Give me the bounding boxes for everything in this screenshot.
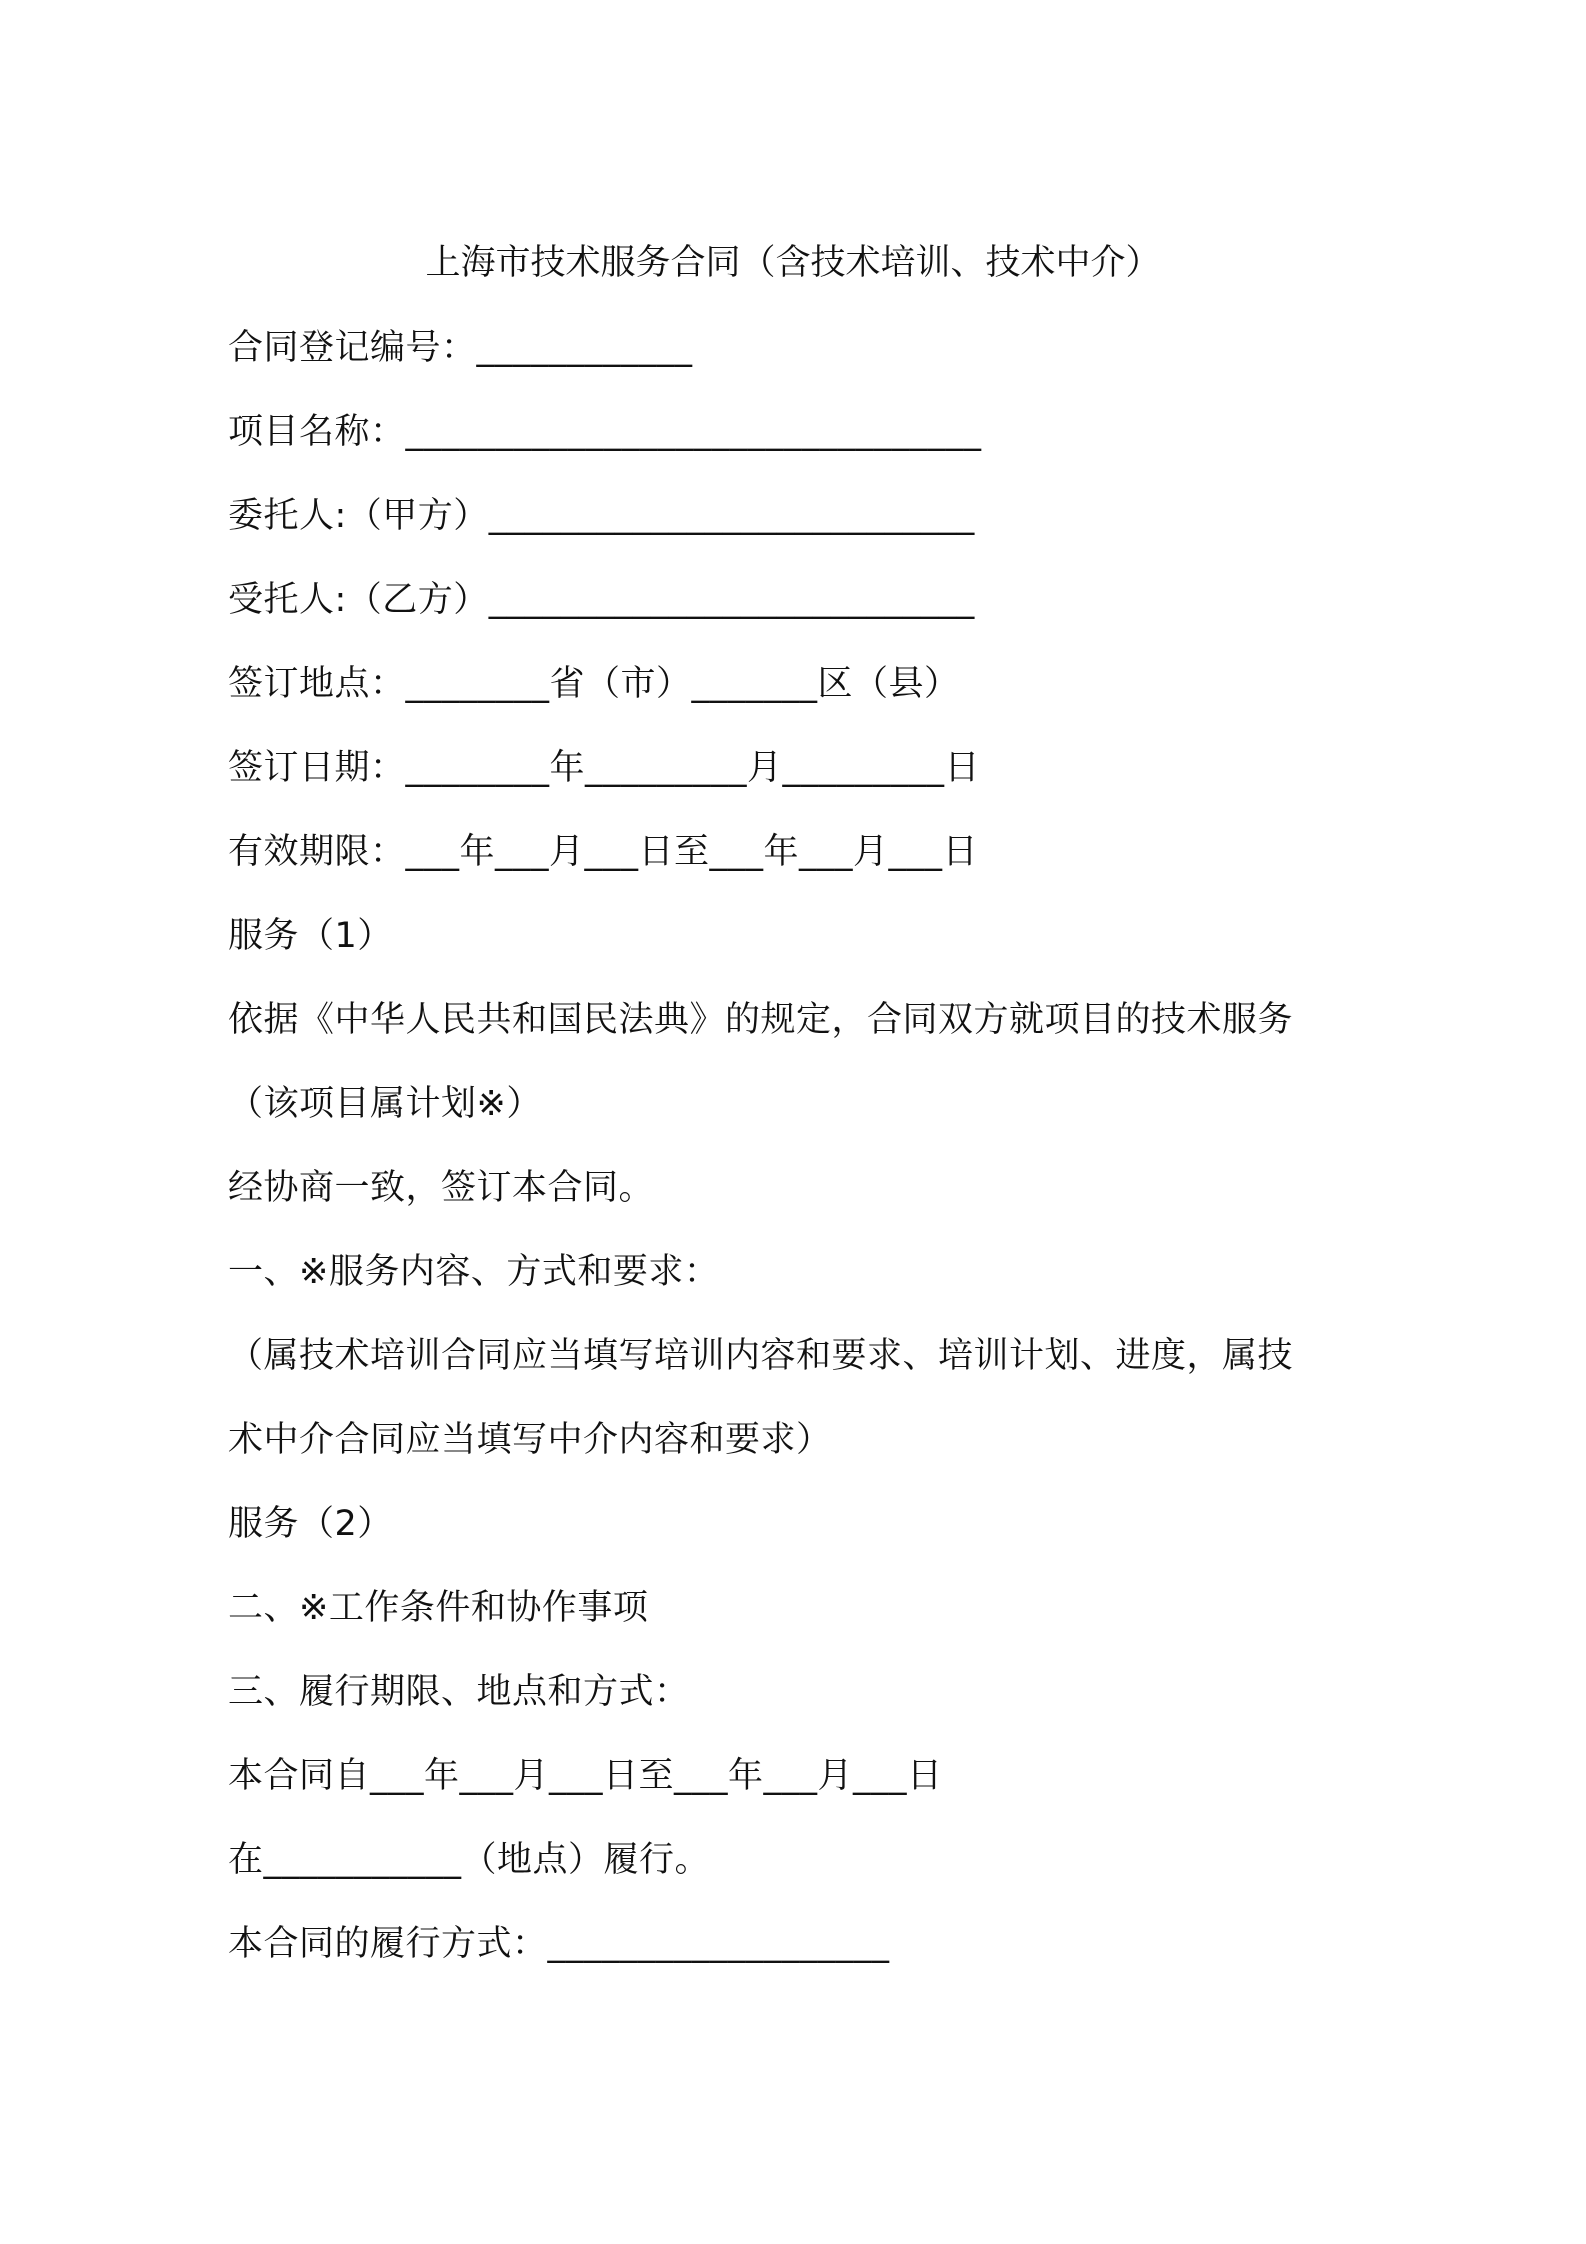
client-party-a-line: 委托人:（甲方）___________________________ [228, 496, 975, 536]
section-3-heading: 三、履行期限、地点和方式： [228, 1672, 690, 1712]
validity-period-line: 有效期限：___年___月___日至___年___月___日 [228, 832, 979, 872]
section-2-heading: 二、※工作条件和协作事项 [228, 1588, 649, 1628]
performance-period-line: 本合同自___年___月___日至___年___月___日 [228, 1756, 943, 1796]
project-plan-note: （该项目属计划※） [228, 1084, 542, 1124]
agreement-statement: 经协商一致，签订本合同。 [228, 1168, 655, 1208]
legal-basis-paragraph: 依据《中华人民共和国民法典》的规定，合同双方就项目的技术服务 [228, 1000, 1294, 1040]
trustee-party-b-line: 受托人:（乙方）___________________________ [228, 580, 975, 620]
section-1-note-line-2: 术中介合同应当填写中介内容和要求） [228, 1420, 832, 1460]
performance-method-line: 本合同的履行方式：___________________ [228, 1924, 890, 1964]
service-heading-2: 服务（2） [228, 1504, 393, 1544]
signing-place-line: 签订地点：________省（市）_______区（县） [228, 664, 960, 704]
signing-date-line: 签订日期：________年_________月_________日 [228, 748, 981, 788]
contract-registration-number-line: 合同登记编号：____________ [228, 328, 693, 368]
section-1-heading: 一、※服务内容、方式和要求： [228, 1252, 720, 1292]
service-heading-1: 服务（1） [228, 916, 393, 956]
project-name-line: 项目名称：________________________________ [228, 412, 982, 452]
performance-place-line: 在___________（地点）履行。 [228, 1840, 711, 1880]
section-1-note-line-1: （属技术培训合同应当填写培训内容和要求、培训计划、进度，属技 [228, 1336, 1294, 1376]
document-title: 上海市技术服务合同（含技术培训、技术中介） [425, 243, 1161, 283]
